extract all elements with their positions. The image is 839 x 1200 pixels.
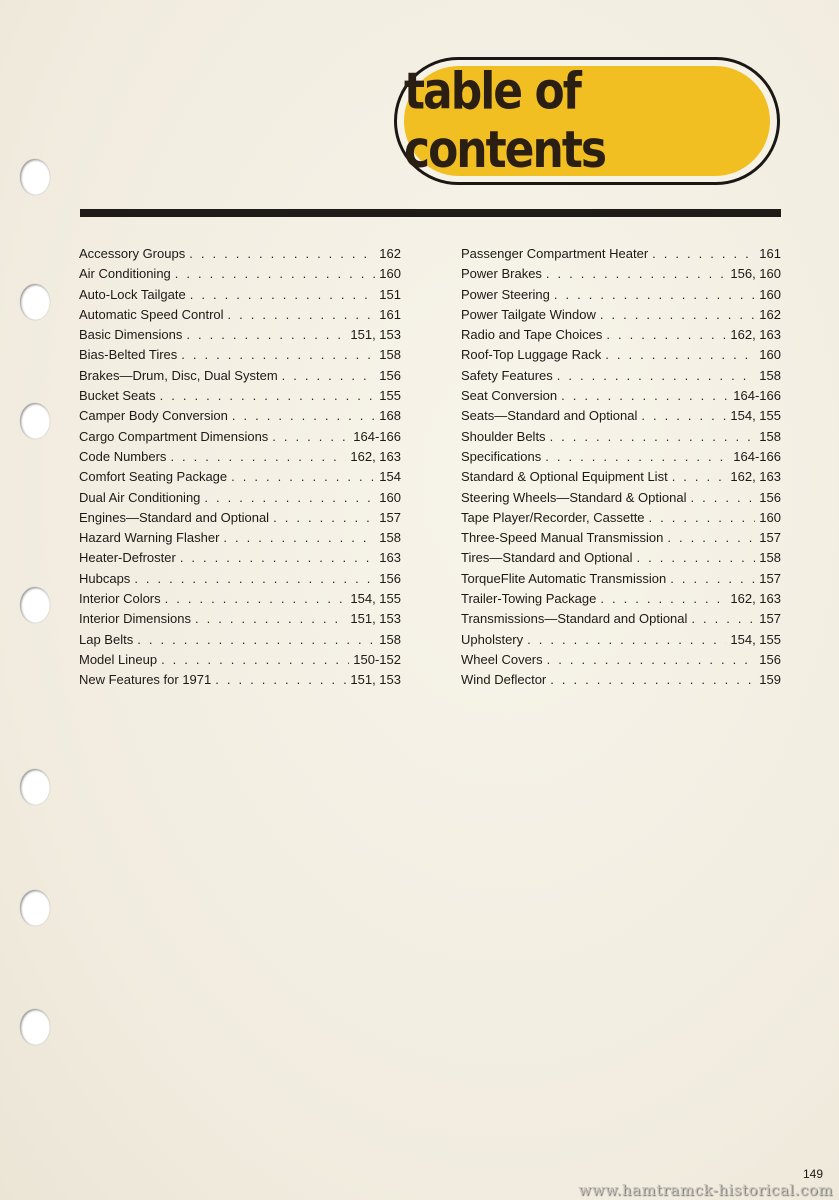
toc-entry-label: Comfort Seating Package [79,469,228,485]
toc-entry [79,386,401,406]
toc-entry-label: Camper Body Conversion [79,408,228,424]
toc-entry-label: Hazard Warning Flasher [79,530,220,546]
toc-entry-pages: 164-166 [353,428,401,444]
toc-entry-pages: 161 [379,306,401,322]
toc-entry [461,528,781,548]
dot-leader [649,508,756,528]
dot-leader [195,609,346,629]
toc-entry-label: Bias-Belted Tires [79,347,178,363]
dot-leader [215,670,346,690]
toc-entry-label: Heater-Defroster [79,550,176,566]
toc-entry [461,589,781,609]
toc-entry [461,488,781,508]
toc-entry-label: Bucket Seats [79,388,156,404]
toc-entry [79,650,401,670]
toc-entry-pages: 162 [379,246,401,261]
toc-entry-pages: 158 [379,347,401,363]
toc-entry-pages: 162, 163 [730,469,781,485]
toc-entry-pages: 168 [379,408,401,424]
dot-leader [527,630,726,650]
dot-leader [672,467,727,487]
toc-entry-pages: 164-166 [733,448,781,464]
toc-entry-pages: 156 [759,489,781,505]
toc-entry-pages: 158 [379,631,401,647]
toc-entry-pages: 151, 153 [350,327,401,343]
toc-entry-label: Wheel Covers [461,651,543,667]
toc-entry [79,345,401,365]
toc-entry-label: Interior Dimensions [79,611,191,627]
toc-entry-label: Code Numbers [79,448,167,464]
toc-entry [461,285,781,305]
toc-entry-label: Seat Conversion [461,388,558,404]
title-badge [404,62,770,180]
toc-entry [461,508,781,528]
dot-leader [223,528,375,548]
dot-leader [690,488,755,508]
toc-entry [461,467,781,487]
toc-entry-pages: 151, 153 [350,672,401,688]
binder-hole [20,1009,50,1045]
toc-entry-pages: 162, 163 [730,591,781,607]
toc-entry [79,366,401,386]
dot-leader [228,305,376,325]
toc-entry-pages: 160 [759,509,781,525]
toc-entry-pages: 161 [759,246,781,261]
toc-entry-label: New Features for 1971 [79,672,212,688]
toc-entry [79,488,401,508]
watermark: www.hamtramck-historical.com [578,1181,833,1199]
dot-leader [550,670,755,690]
toc-entry [79,630,401,650]
toc-entry-label: Air Conditioning [79,266,171,282]
binder-hole [20,769,50,805]
toc-entry-label: Passenger Compartment Heater [461,246,649,261]
toc-entry [79,548,401,568]
toc-entry [79,447,401,467]
toc-entry [79,569,401,589]
toc-entry-label: Safety Features [461,367,553,383]
dot-leader [600,305,755,325]
toc-entry-pages: 151 [379,286,401,302]
toc-entry-label: Transmissions—Standard and Optional [461,611,688,627]
dot-leader [545,447,729,467]
dot-leader [204,488,375,508]
toc-entry-pages: 160 [759,286,781,302]
toc-entry [79,467,401,487]
dot-leader [670,569,755,589]
toc-entry-label: Engines—Standard and Optional [79,509,270,525]
toc-entry [461,406,781,426]
toc-entry [461,650,781,670]
toc-entry-pages: 154, 155 [350,591,401,607]
toc-entry [461,447,781,467]
dot-leader [190,285,376,305]
toc-entry-label: Specifications [461,448,542,464]
toc-right-column [461,244,781,691]
toc-entry-label: Wind Deflector [461,672,547,688]
toc-entry [79,325,401,345]
toc-entry-label: Tires—Standard and Optional [461,550,633,566]
dot-leader [189,244,375,264]
toc-entry [461,569,781,589]
toc-entry-pages: 157 [759,611,781,627]
dot-leader [282,366,376,386]
toc-entry-label: Standard & Optional Equipment List [461,469,668,485]
toc-entry-pages: 155 [379,388,401,404]
toc-entry-pages: 156 [759,651,781,667]
header-rule [80,209,781,217]
toc-entry [79,305,401,325]
toc-entry [461,345,781,365]
binder-hole [20,403,50,439]
dot-leader [606,325,726,345]
toc-entry-pages: 159 [759,672,781,688]
dot-leader [554,285,755,305]
dot-leader [161,650,349,670]
toc-entry-pages: 154 [379,469,401,485]
toc-entry-pages: 160 [379,489,401,505]
toc-entry-label: Automatic Speed Control [79,306,224,322]
toc-entry-label: Cargo Compartment Dimensions [79,428,269,444]
dot-leader [667,528,755,548]
dot-leader [181,345,375,365]
dot-leader [232,406,375,426]
dot-leader [137,630,375,650]
toc-entry-pages: 157 [379,509,401,525]
dot-leader [652,244,755,264]
dot-leader [272,427,349,447]
dot-leader [186,325,346,345]
toc-entry-pages: 154, 155 [730,408,781,424]
toc-entry-label: Shoulder Belts [461,428,546,444]
toc-entry [461,264,781,284]
toc-entry-pages: 158 [759,367,781,383]
dot-leader [231,467,375,487]
toc-entry-pages: 157 [759,530,781,546]
toc-entry-label: Steering Wheels—Standard & Optional [461,489,687,505]
toc-entry [79,609,401,629]
dot-leader [637,548,756,568]
toc-entry-label: Lap Belts [79,631,134,647]
dot-leader [180,548,375,568]
toc-entry [461,670,781,690]
toc-entry-pages: 164-166 [733,388,781,404]
dot-leader [547,650,756,670]
toc-entry [79,264,401,284]
toc-entry [461,386,781,406]
toc-entry-label: Basic Dimensions [79,327,183,343]
toc-entry [461,366,781,386]
page-title: table of contents [404,62,606,180]
toc-entry-label: Seats—Standard and Optional [461,408,638,424]
toc-entry [461,609,781,629]
toc-entry-label: TorqueFlite Automatic Transmission [461,570,667,586]
toc-entry-label: Hubcaps [79,570,131,586]
toc-entry-label: Interior Colors [79,591,161,607]
toc-entry [461,244,781,264]
toc-entry [461,630,781,650]
toc-entry-label: Dual Air Conditioning [79,489,201,505]
dot-leader [605,345,755,365]
toc-entry [461,325,781,345]
dot-leader [557,366,756,386]
toc-entry [79,589,401,609]
page-number: 149 [802,1167,823,1181]
toc-entry-label: Tape Player/Recorder, Cassette [461,509,645,525]
dot-leader [550,427,756,447]
toc-entry-label: Accessory Groups [79,246,186,261]
toc-entry-pages: 160 [759,347,781,363]
binder-hole [20,284,50,320]
dot-leader [160,386,376,406]
toc-entry-pages: 156 [379,367,401,383]
toc-entry [79,244,401,264]
toc-entry-label: Power Steering [461,286,550,302]
toc-entry-pages: 162, 163 [730,327,781,343]
toc-entry-pages: 151, 153 [350,611,401,627]
toc-entry-label: Roof-Top Luggage Rack [461,347,602,363]
toc-entry-pages: 157 [759,570,781,586]
toc-entry-label: Model Lineup [79,651,158,667]
toc-entry-pages: 150-152 [353,651,401,667]
binder-hole [20,159,50,195]
toc-entry-label: Radio and Tape Choices [461,327,603,343]
toc-entry [79,285,401,305]
toc-entry-pages: 158 [759,550,781,566]
dot-leader [600,589,726,609]
toc-entry [79,528,401,548]
dot-leader [546,264,726,284]
toc-entry [461,548,781,568]
toc-entry-pages: 156 [379,570,401,586]
toc-entry-label: Trailer-Towing Package [461,591,597,607]
dot-leader [273,508,375,528]
toc-entry-label: Power Tailgate Window [461,306,596,322]
toc-entry-pages: 156, 160 [730,266,781,282]
binder-hole [20,890,50,926]
toc-entry-pages: 163 [379,550,401,566]
toc-entry-pages: 158 [379,530,401,546]
toc-entry [461,305,781,325]
toc-entry-pages: 158 [759,428,781,444]
dot-leader [691,609,755,629]
toc-entry-label: Auto-Lock Tailgate [79,286,186,302]
toc-entry-pages: 162, 163 [350,448,401,464]
toc-entry-pages: 154, 155 [730,631,781,647]
binder-hole [20,587,50,623]
dot-leader [134,569,375,589]
toc-entry [79,427,401,447]
toc-entry-label: Upholstery [461,631,524,647]
dot-leader [170,447,346,467]
toc-entry-pages: 162 [759,306,781,322]
toc-entry-label: Three-Speed Manual Transmission [461,530,664,546]
dot-leader [165,589,347,609]
toc-entry [79,508,401,528]
dot-leader [561,386,729,406]
toc-entry-label: Power Brakes [461,266,542,282]
toc-entry-pages: 160 [379,266,401,282]
dot-leader [641,406,726,426]
toc-left-column [79,244,401,691]
toc-entry [461,427,781,447]
dot-leader [175,264,376,284]
toc-entry-label: Brakes—Drum, Disc, Dual System [79,367,278,383]
toc-entry [79,670,401,690]
toc-entry [79,406,401,426]
